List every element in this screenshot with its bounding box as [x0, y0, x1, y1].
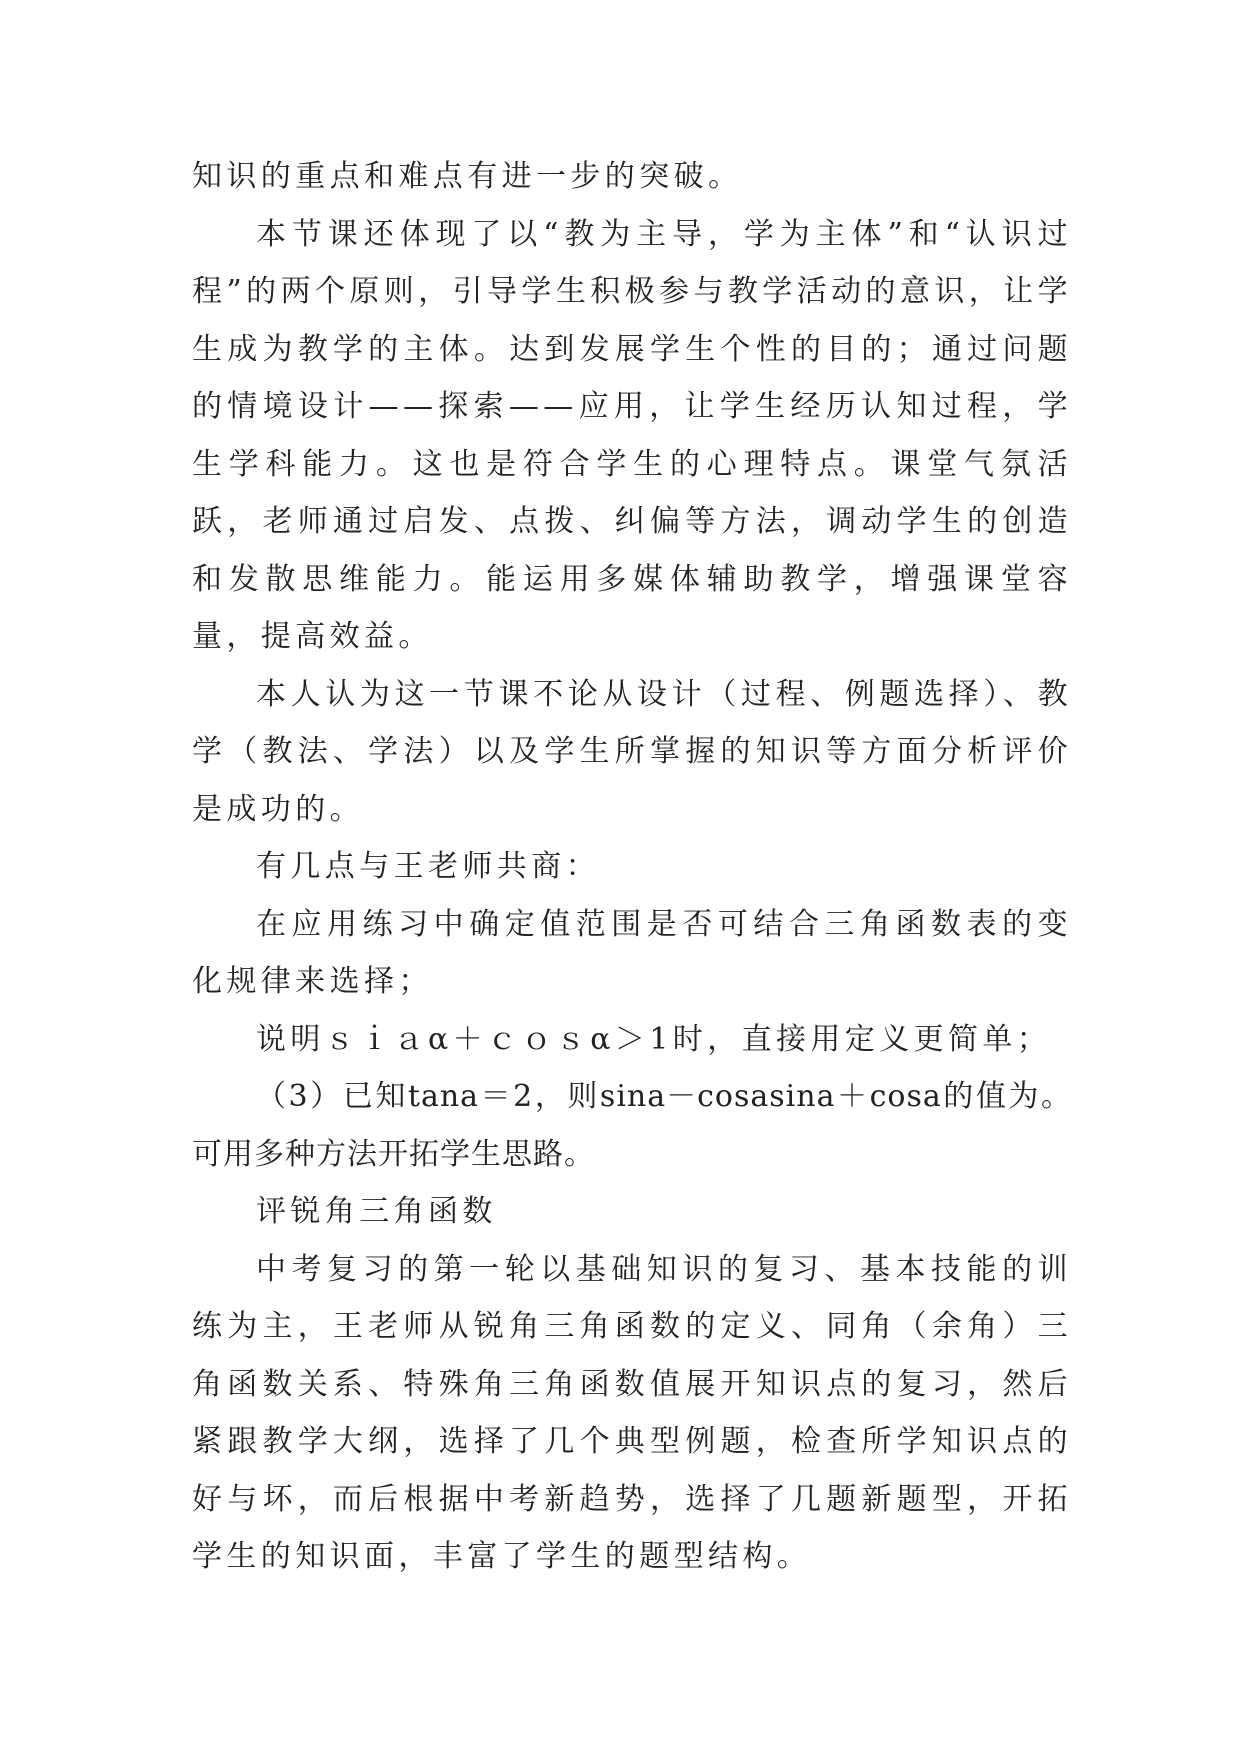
paragraph-discussion-intro: 有几点与王老师共商： [256, 849, 600, 884]
paragraph-suggestion-range: 在应用练习中确定值范围是否可结合三角函数表的变化规律来选择； [192, 906, 1072, 999]
paragraph-lesson-principles: 本节课还体现了以“教为主导，学为主体”和“认识过程”的两个原则，引导学生积极参与教学活动的意识，让学生成为教学的主体。达到发展学生个性的目的；通过问题的情境设计——探索——应用，让学生经历认知过程，学生学科能力。这也是符合学生的心理特点。课堂气氛活跃，老师通过启发、点拨、纠偏等方法，调动学生的创造和发散思维能力。能运用多媒体辅助教学，增强课堂容量，提高效益。 [192, 216, 1072, 654]
paragraph-example-tan: （3）已知tana＝2，则sina－cosasina＋cosa的值为。可用多种方法开拓学生思路。 [192, 1079, 1072, 1172]
paragraph-review-summary: 中考复习的第一轮以基础知识的复习、基本技能的训练为主，王老师从锐角三角函数的定义、同角（余角）三角函数关系、特殊角三角函数值展开知识点的复习，然后紧跟教学大纲，选择了几个典型例题，检查所学知识点的好与坏，而后根据中考新趋势，选择了几题新题型，开拓学生的知识面，丰富了学生的题型结构。 [192, 1251, 1072, 1574]
document-page [192, 148, 1072, 1586]
paragraph-suggestion-definition: 说明ｓｉａα＋ｃｏｓα＞1时，直接用定义更简单； [256, 1021, 1052, 1057]
paragraph-evaluation: 本人认为这一节课不论从设计（过程、例题选择）、教学（教法、学法）以及学生所掌握的知识等方面分析评价是成功的。 [192, 676, 1072, 827]
paragraph-continuation: 知识的重点和难点有进一步的突破。 [192, 159, 743, 194]
section-heading: 评锐角三角函数 [256, 1194, 497, 1229]
